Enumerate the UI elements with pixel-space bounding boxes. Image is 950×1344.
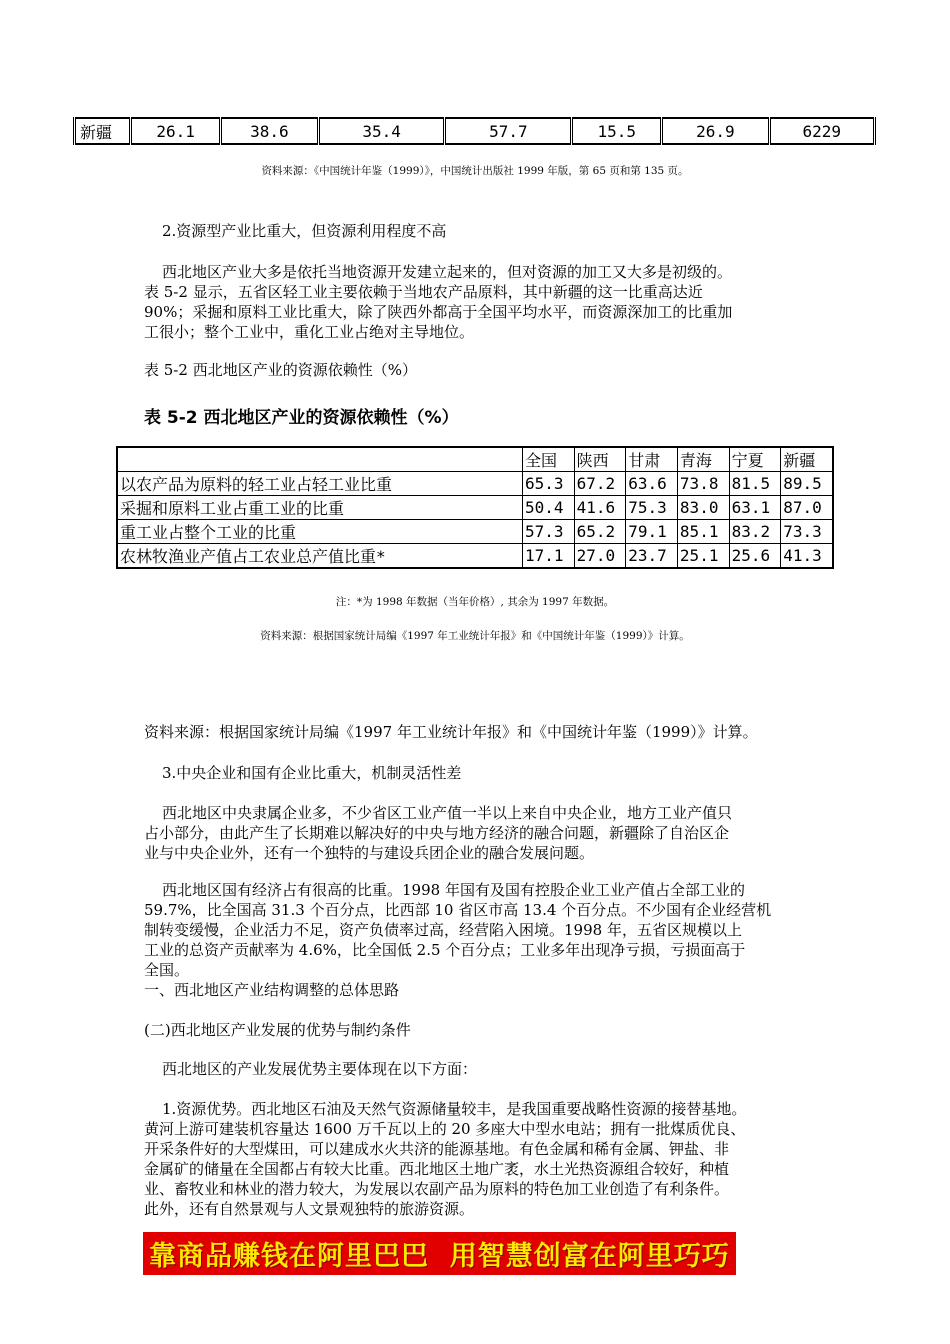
paragraph-resource-advantage (144, 1099, 834, 1219)
paragraph-state-owned (144, 880, 824, 980)
table-cell: 23.7 (626, 544, 678, 569)
table-cell: 81.5 (729, 472, 781, 496)
text-line: 制转变缓慢，企业活力不足，资产负债率过高，经营陷入困境。1998 年，五省区规模以上 (144, 921, 742, 939)
region-data-table (73, 117, 876, 145)
table-cell: 75.3 (626, 496, 678, 520)
row-label: 农林牧渔业产值占工农业总产值比重* (117, 544, 523, 569)
text-line: 工很小；整个工业中，重化工业占绝对主导地位。 (144, 323, 475, 341)
table-cell: 65.2 (574, 520, 626, 544)
row-label: 重工业占整个工业的比重 (117, 520, 523, 544)
section-heading-1: 一、西北地区产业结构调整的总体思路 (144, 981, 400, 999)
heading-resource-industry: 2.资源型产业比重大，但资源利用程度不高 (162, 222, 447, 240)
table-cell: 73.3 (781, 520, 833, 544)
table-row (117, 520, 833, 544)
table-cell: 35.4 (318, 118, 445, 144)
table-cell: 63.6 (626, 472, 678, 496)
table-row (117, 544, 833, 569)
text-line: 开采条件好的大型煤田，可以建成水火共济的能源基地。有色金属和稀有金属、钾盐、非 (144, 1140, 730, 1158)
table-cell: 15.5 (572, 118, 662, 144)
table-caption-plain: 表 5-2 西北地区产业的资源依赖性（%） (144, 361, 417, 379)
table-note: 注：*为 1998 年数据（当年价格）, 其余为 1997 年数据。 (335, 596, 615, 608)
text-line: 黄河上游可建装机容量达 1600 万千瓦以上的 20 多座大中型水电站；拥有一批煤质优良、 (144, 1120, 746, 1138)
table-cell: 25.1 (677, 544, 729, 569)
table-cell: 57.7 (445, 118, 572, 144)
table-cell: 17.1 (523, 544, 575, 569)
table-header-cell: 陕西 (574, 447, 626, 472)
text-line: 1.资源优势。西北地区石油及天然气资源储量较丰，是我国重要战略性资源的接替基地。 (162, 1100, 747, 1118)
text-line: 占小部分，由此产生了长期难以解决好的中央与地方经济的融合问题，新疆除了自治区企 (144, 824, 730, 842)
text-line: 西北地区中央隶属企业多，不少省区工业产值一半以上来自中央企业，地方工业产值只 (162, 804, 733, 822)
table-cell: 79.1 (626, 520, 678, 544)
table-cell: 83.2 (729, 520, 781, 544)
ad-banner[interactable]: 靠商品赚钱在阿里巴巴 用智慧创富在阿里巧巧 (143, 1232, 736, 1275)
text-line: 59.7%，比全国高 31.3 个百分点，比西部 10 省区市高 13.4 个百分点。不少国有企业经营机 (144, 901, 772, 919)
row-label: 采掘和原料工业占重工业的比重 (117, 496, 523, 520)
section-heading-2: (二)西北地区产业发展的优势与制约条件 (144, 1021, 411, 1039)
text-line: 工业的总资产贡献率为 4.6%，比全国低 2.5 个百分点；工业多年出现净亏损，亏损面高于 (144, 941, 746, 959)
text-line: 西北地区产业大多是依托当地资源开发建立起来的，但对资源的加工又大多是初级的。 (162, 263, 733, 281)
table-cell: 83.0 (677, 496, 729, 520)
resource-dependency-table (116, 446, 834, 569)
table-cell: 26.9 (662, 118, 769, 144)
table-cell: 新疆 (75, 118, 131, 144)
table-cell: 41.3 (781, 544, 833, 569)
row-label: 以农产品为原料的轻工业占轻工业比重 (117, 472, 523, 496)
text-line: 表 5-2 显示，五省区轻工业主要依赖于当地农产品原料，其中新疆的这一比重高达近 (144, 283, 703, 301)
table-cell: 89.5 (781, 472, 833, 496)
table-caption-bold: 表 5-2 西北地区产业的资源依赖性（%） (144, 408, 459, 428)
table-cell: 67.2 (574, 472, 626, 496)
table-header-cell: 宁夏 (729, 447, 781, 472)
table-cell: 73.8 (677, 472, 729, 496)
heading-central-enterprises: 3.中央企业和国有企业比重大，机制灵活性差 (162, 764, 462, 782)
table-cell: 26.1 (131, 118, 221, 144)
paragraph-resource-dependency (144, 262, 824, 342)
table-cell: 57.3 (523, 520, 575, 544)
table-cell: 25.6 (729, 544, 781, 569)
paragraph-central-enterprises (144, 803, 824, 863)
table-cell: 50.4 (523, 496, 575, 520)
table-cell: 27.0 (574, 544, 626, 569)
text-line: 全国。 (144, 961, 190, 979)
table-cell: 65.3 (523, 472, 575, 496)
table-cell: 85.1 (677, 520, 729, 544)
table-row (117, 496, 833, 520)
text-line: 此外，还有自然景观与人文景观独特的旅游资源。 (144, 1200, 475, 1218)
text-line: 西北地区国有经济占有很高的比重。1998 年国有及国有控股企业工业产值占全部工业的 (162, 881, 745, 899)
table-cell: 6229 (769, 118, 874, 144)
table-cell: 41.6 (574, 496, 626, 520)
table-header-cell: 甘肃 (626, 447, 678, 472)
table-cell: 87.0 (781, 496, 833, 520)
table-cell: 63.1 (729, 496, 781, 520)
source-note-1: 资料来源：《中国统计年鉴（1999）》，中国统计出版社 1999 年版，第 65 页和第 135 页。 (261, 165, 689, 177)
table-cell: 38.6 (221, 118, 319, 144)
text-line: 业、畜牧业和林业的潜力较大，为发展以农副产品为原料的特色加工业创造了有利条件。 (144, 1180, 730, 1198)
table-row (117, 472, 833, 496)
source-note-2: 资料来源：根据国家统计局编《1997 年工业统计年报》和《中国统计年鉴（1999）》计算。 (260, 630, 690, 642)
text-line: 金属矿的储量在全国都占有较大比重。西北地区土地广袤，水土光热资源组合较好，种植 (144, 1160, 730, 1178)
source-note-3: 资料来源：根据国家统计局编《1997 年工业统计年报》和《中国统计年鉴（1999）》计算。 (144, 723, 758, 741)
table-header-cell: 青海 (677, 447, 729, 472)
text-line: 业与中央企业外，还有一个独特的与建设兵团企业的融合发展问题。 (144, 844, 595, 862)
paragraph-advantages-intro: 西北地区的产业发展优势主要体现在以下方面： (162, 1060, 478, 1078)
table-header-row (117, 447, 833, 472)
table-header-cell: 新疆 (781, 447, 833, 472)
table-header-cell: 全国 (523, 447, 575, 472)
text-line: 90%；采掘和原料工业比重大，除了陕西外都高于全国平均水平，而资源深加工的比重加 (144, 303, 733, 321)
table-row (75, 118, 875, 144)
table-header-cell (117, 447, 523, 472)
